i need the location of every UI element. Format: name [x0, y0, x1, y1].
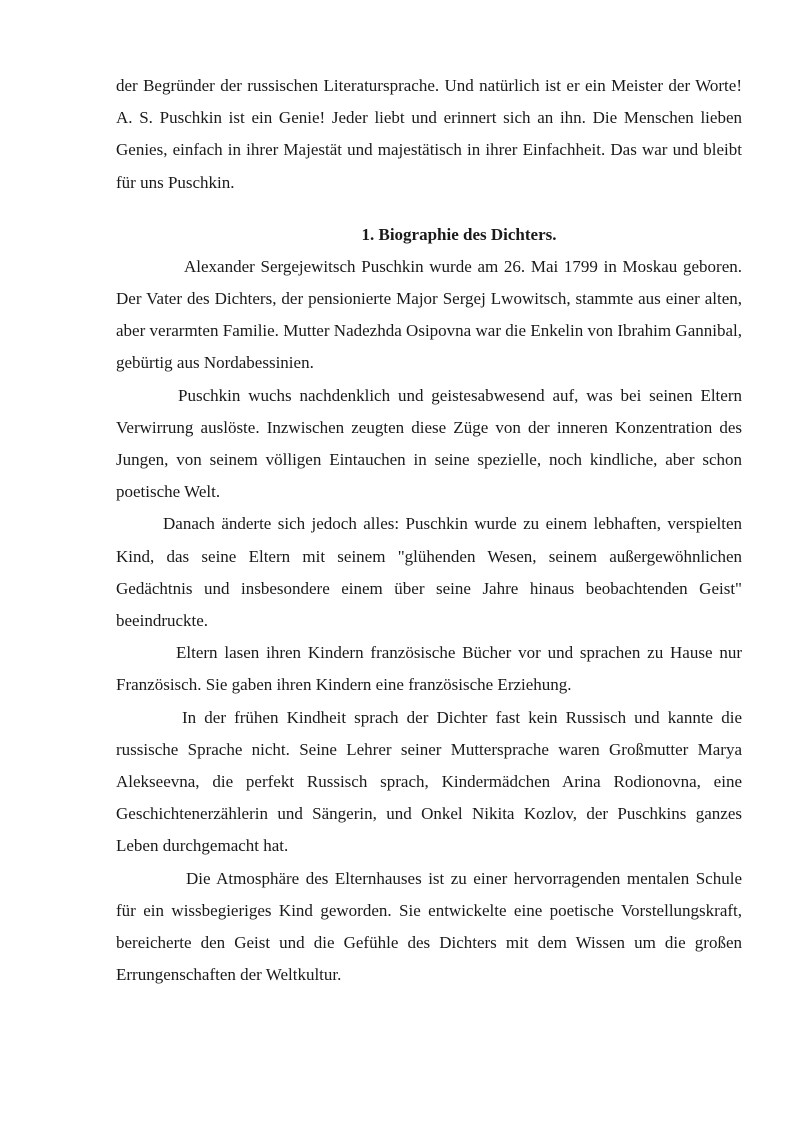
paragraph-birth: Alexander Sergejewitsch Puschkin wurde am 26. Mai 1799 in Moskau geboren. Der Vater des Dichters, der pensionierte Major Sergej Lwowitsch, stammte aus einer alten, aber verarmten Familie. Mutter Nadezhda Osipovna war die Enkelin von Ibrahim Gannibal, gebürtig aus Nordabessinien. — [116, 256, 742, 373]
paragraph-russian-teachers: In der frühen Kindheit sprach der Dichter fast kein Russisch und kannte die russische Sprache nicht. Seine Lehrer seiner Muttersprache waren Großmutter Marya Alekseevna, die perfekt Russisch sprach, Kindermädchen Arina Rodionovna, eine Geschichtenerzählerin und Sängerin, und Onkel Nikita Kozlov, der Puschkins ganzes Leben durchgemacht hat. — [116, 707, 742, 856]
paragraph-childhood: Puschkin wuchs nachdenklich und geistesabwesend auf, was bei seinen Eltern Verwirrung auslöste. Inzwischen zeugten diese Züge von der inneren Konzentration des Jungen, von seinem völligen Eintauchen in seine spezielle, noch kindliche, aber schon poetische Welt. — [116, 385, 742, 502]
document-page — [116, 70, 742, 991]
intro-paragraph: der Begründer der russischen Literatursprache. Und natürlich ist er ein Meister der Worte! A. S. Puschkin ist ein Genie! Jeder liebt und erinnert sich an ihn. Die Menschen lieben Genies, einfach in ihrer Majestät und majestätisch in ihrer Einfachheit. Das war und bleibt für uns Puschkin. — [116, 76, 742, 192]
paragraph-change: Danach änderte sich jedoch alles: Puschkin wurde zu einem lebhaften, verspielten Kind, das seine Eltern mit seinem "glühenden Wesen, seinem außergewöhnlichen Gedächtnis und insbesondere einem über seine Jahre hinaus beobachtenden Geist" beeindruckte. — [116, 514, 742, 631]
paragraph-french: Eltern lasen ihren Kindern französische Bücher vor und sprachen zu Hause nur Französisch. Sie gaben ihren Kindern eine französische Erziehung. — [116, 643, 742, 695]
paragraph-atmosphere: Die Atmosphäre des Elternhauses ist zu einer hervorragenden mentalen Schule für ein wissbegieriges Kind geworden. Sie entwickelte eine poetische Vorstellungskraft, bereicherte den Geist und die Gefühle des Dichters mit dem Wissen um die großen Errungenschaften der Weltkultur. — [116, 868, 742, 985]
section-heading: 1. Biographie des Dichters. — [361, 224, 557, 244]
